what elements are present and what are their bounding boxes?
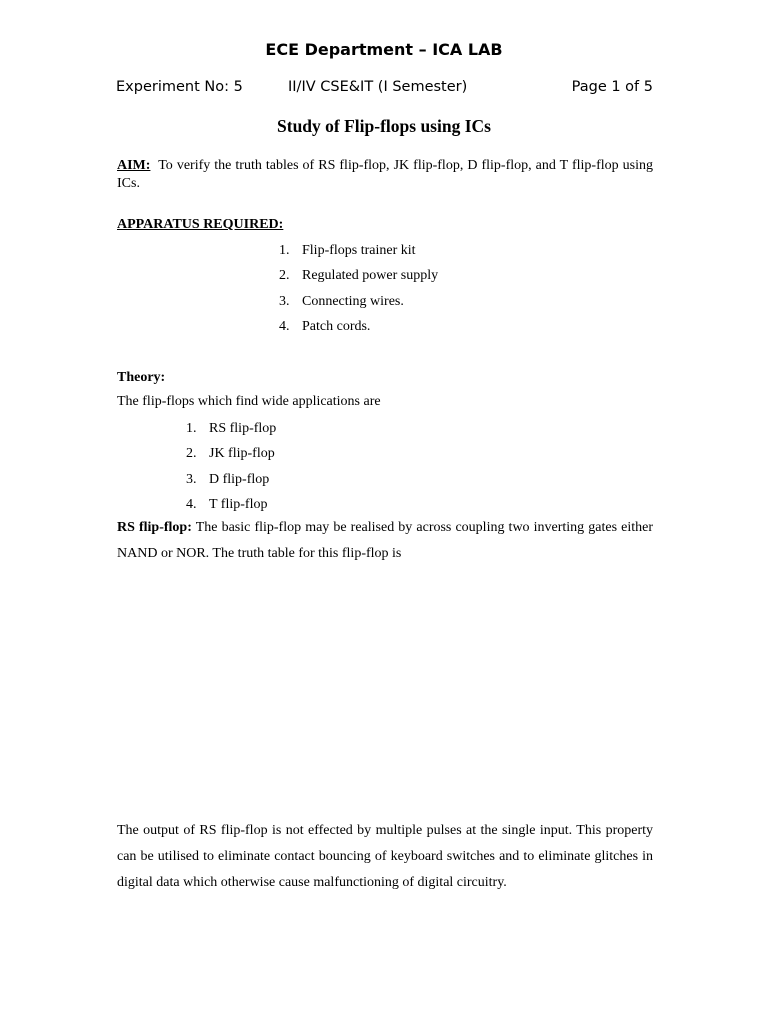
list-item bbox=[186, 443, 276, 468]
list-text: D flip-flop bbox=[209, 471, 270, 487]
list-text: Flip-flops trainer kit bbox=[302, 243, 416, 258]
aim-text: To verify the truth tables of RS flip-flop, JK flip-flop, D flip-flop, and T flip-flop using ICs. bbox=[117, 158, 653, 191]
list-text: Regulated power supply bbox=[302, 268, 439, 284]
aim-label: AIM: bbox=[117, 158, 151, 173]
class-semester: II/IV CSE&IT (I Semester) bbox=[288, 79, 468, 95]
list-item bbox=[279, 316, 438, 341]
theory-intro: The flip-flops which find wide applications are bbox=[117, 394, 381, 409]
theory-heading: Theory: bbox=[117, 370, 166, 385]
apparatus-heading: APPARATUS REQUIRED: bbox=[117, 217, 284, 232]
list-text: JK flip-flop bbox=[209, 446, 275, 462]
document-title: Study of Flip-flops using ICs bbox=[277, 116, 491, 136]
experiment-number: Experiment No: 5 bbox=[116, 79, 243, 95]
list-text: Connecting wires. bbox=[302, 293, 404, 309]
output-paragraph: The output of RS flip-flop is not effected by multiple pulses at the single input. This property can be utilised to eliminate contact bouncing of keyboard switches and to eliminate glitches in digital data which otherwise cause malfunctioning of digital circuitry. bbox=[117, 823, 653, 890]
department-heading: ECE Department – ICA LAB bbox=[265, 40, 503, 59]
list-number: 1. bbox=[279, 243, 290, 258]
list-number: 1. bbox=[186, 421, 197, 436]
list-number: 3. bbox=[279, 293, 290, 309]
rs-flipflop-paragraph bbox=[117, 515, 653, 567]
list-text: T flip-flop bbox=[209, 496, 268, 512]
list-number: 3. bbox=[186, 471, 197, 487]
list-item bbox=[186, 418, 276, 443]
page-number: Page 1 of 5 bbox=[571, 79, 653, 95]
apparatus-list bbox=[279, 240, 438, 341]
list-text: RS flip-flop bbox=[209, 421, 277, 436]
list-number: 2. bbox=[279, 268, 290, 284]
list-item bbox=[186, 469, 276, 494]
list-number: 2. bbox=[186, 446, 197, 462]
list-item bbox=[279, 265, 438, 290]
list-number: 4. bbox=[279, 318, 290, 334]
aim-paragraph bbox=[117, 157, 653, 193]
list-number: 4. bbox=[186, 496, 197, 512]
rs-flipflop-label: RS flip-flop: bbox=[117, 520, 192, 535]
flipflop-list bbox=[186, 418, 276, 519]
list-item bbox=[279, 291, 438, 316]
list-text: Patch cords. bbox=[302, 318, 371, 334]
list-item bbox=[279, 240, 438, 265]
rs-flipflop-text: The basic flip-flop may be realised by across coupling two inverting gates either NAND or NOR. The truth table for this flip-flop is bbox=[117, 520, 654, 561]
